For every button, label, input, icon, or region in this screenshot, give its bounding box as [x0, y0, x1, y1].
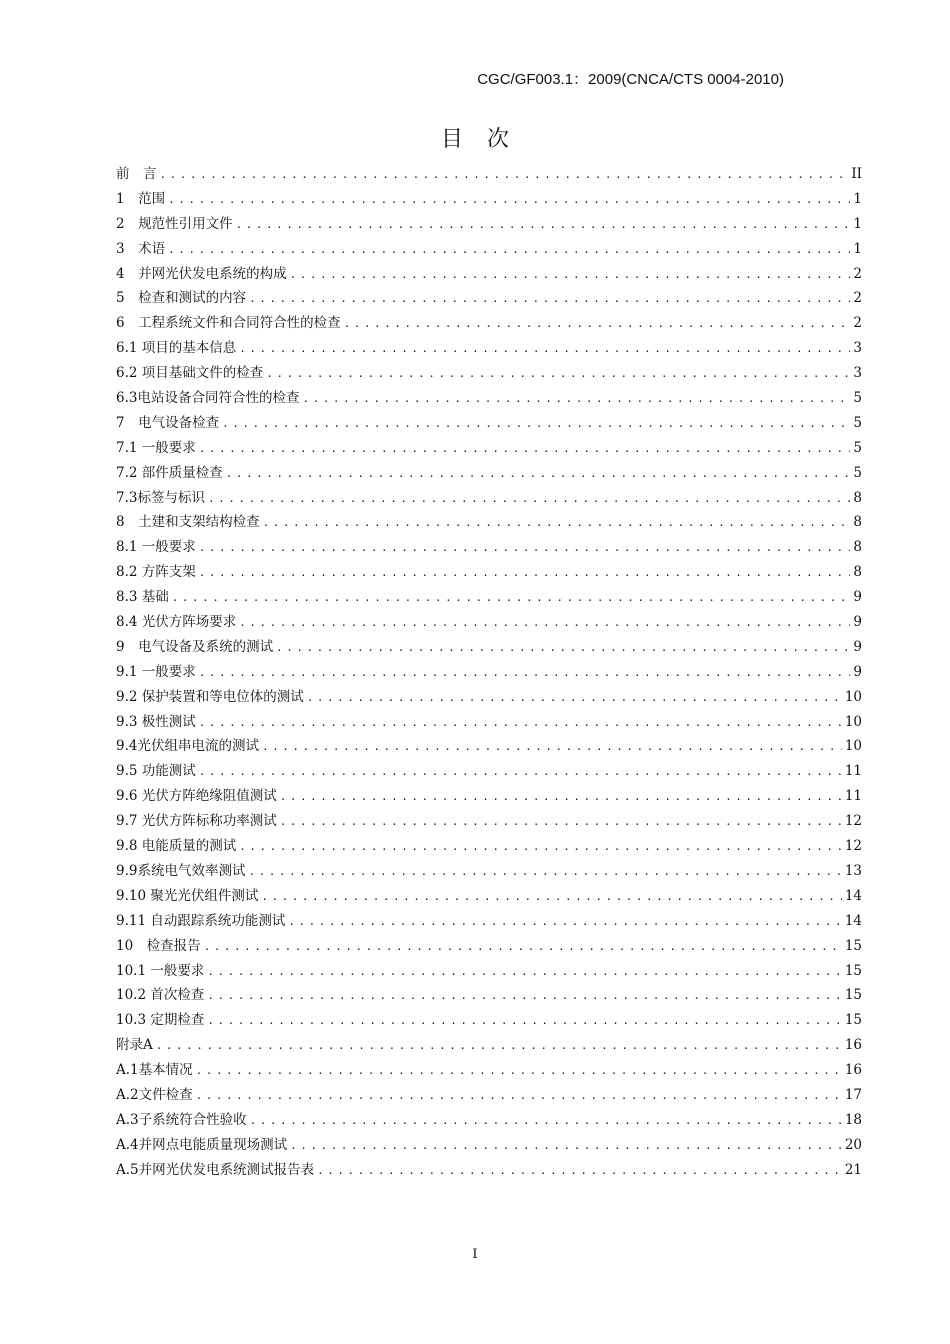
toc-leader-dots — [250, 1109, 842, 1134]
toc-leader-dots — [344, 312, 851, 337]
toc-entry[interactable] — [116, 311, 862, 336]
toc-entry[interactable] — [116, 585, 862, 610]
toc-entry-label: 8.1 一般要求 — [116, 539, 196, 556]
toc-leader-dots — [266, 362, 850, 387]
toc-leader-dots — [204, 935, 842, 960]
toc-entry[interactable] — [116, 660, 862, 685]
toc-title: 目次 — [440, 127, 533, 152]
toc-entry[interactable] — [116, 336, 862, 361]
page-number: I — [472, 1247, 478, 1262]
toc-entry-label: 6.2 项目基础文件的检查 — [116, 365, 264, 382]
toc-entry[interactable] — [116, 237, 862, 262]
toc-entry[interactable] — [116, 809, 862, 834]
toc-entry[interactable] — [116, 1083, 862, 1108]
toc-entry-page: 8 — [853, 514, 862, 531]
toc-entry-label: 9.6 光伏方阵绝缘阻值测试 — [116, 788, 277, 805]
toc-entry[interactable] — [116, 734, 862, 759]
toc-entry[interactable] — [116, 162, 862, 187]
toc-entry-page: 8 — [853, 564, 862, 581]
toc-leader-dots — [290, 263, 851, 288]
toc-entry[interactable] — [116, 610, 862, 635]
toc-entry-page: 12 — [844, 838, 862, 855]
toc-entry-page: 20 — [844, 1136, 862, 1153]
toc-entry-page: 17 — [844, 1086, 862, 1103]
toc-leader-dots — [196, 1084, 842, 1109]
toc-entry-label: 8.2 方阵支架 — [116, 564, 196, 581]
toc-leader-dots — [280, 785, 842, 810]
toc-entry-label: 9.8 电能质量的测试 — [116, 838, 237, 855]
toc-leader-dots — [172, 586, 851, 611]
toc-entry[interactable] — [116, 635, 862, 660]
toc-entry[interactable] — [116, 1158, 862, 1183]
toc-leader-dots — [156, 1034, 842, 1059]
toc-entry-page: 9 — [853, 638, 862, 655]
toc-leader-dots — [290, 1134, 842, 1159]
toc-leader-dots — [199, 561, 851, 586]
toc-leader-dots — [199, 760, 842, 785]
toc-entry-page: 5 — [853, 439, 862, 456]
toc-entry-label: A.2文件检查 — [116, 1086, 193, 1103]
toc-leader-dots — [280, 810, 842, 835]
toc-leader-dots — [239, 337, 850, 362]
toc-leader-dots — [249, 287, 850, 312]
toc-entry[interactable] — [116, 1133, 862, 1158]
toc-entry[interactable] — [116, 685, 862, 710]
toc-entry-page: 2 — [853, 290, 862, 307]
toc-leader-dots — [199, 437, 851, 462]
toc-leader-dots — [239, 835, 842, 860]
toc-entry-page: 5 — [853, 390, 862, 407]
toc-leader-dots — [261, 885, 841, 910]
toc-leader-dots — [207, 960, 841, 985]
toc-entry-label: 10 检查报告 — [116, 937, 201, 954]
toc-entry-label: 2 规范性引用文件 — [116, 215, 233, 232]
toc-entry-page: 1 — [853, 240, 862, 257]
toc-entry[interactable] — [116, 560, 862, 585]
toc-entry-page: 14 — [844, 912, 862, 929]
toc-leader-dots — [168, 238, 850, 263]
toc-entry-page: 3 — [853, 340, 862, 357]
toc-entry[interactable] — [116, 436, 862, 461]
toc-entry[interactable] — [116, 411, 862, 436]
toc-entry[interactable] — [116, 510, 862, 535]
toc-entry[interactable] — [116, 934, 862, 959]
toc-entry-label: 1 范围 — [116, 190, 166, 207]
toc-entry-label: 6.3电站设备合同符合性的检查 — [116, 390, 300, 407]
toc-entry-page: 21 — [844, 1161, 862, 1178]
toc-entry-page: 5 — [853, 414, 862, 431]
toc-leader-dots — [248, 860, 841, 885]
toc-entry-page: 15 — [844, 937, 862, 954]
toc-entry-page: 1 — [853, 190, 862, 207]
toc-entry[interactable] — [116, 759, 862, 784]
toc-leader-dots — [262, 735, 842, 760]
toc-entry-page: 15 — [844, 987, 862, 1004]
toc-leader-dots — [302, 387, 850, 412]
toc-leader-dots — [208, 487, 850, 512]
toc-entry[interactable] — [116, 859, 862, 884]
toc-entry-label: 前 言 — [116, 166, 157, 182]
toc-entry-page: 5 — [853, 464, 862, 481]
toc-entry-page: 1 — [853, 215, 862, 232]
toc-entry-label: 8 土建和支架结构检查 — [116, 514, 260, 531]
toc-entry-label: 5 检查和测试的内容 — [116, 290, 247, 307]
toc-leader-dots — [168, 188, 850, 213]
toc-leader-dots — [160, 163, 849, 188]
toc-entry-page: 10 — [844, 738, 862, 755]
toc-leader-dots — [317, 1159, 842, 1184]
toc-entry-page: II — [851, 166, 862, 182]
toc-leader-dots — [207, 984, 841, 1009]
toc-entry[interactable] — [116, 1108, 862, 1133]
toc-entry[interactable] — [116, 212, 862, 237]
toc-entry-page: 10 — [844, 713, 862, 730]
toc-entry-page: 10 — [844, 688, 862, 705]
toc-leader-dots — [276, 636, 850, 661]
toc-entry-page: 12 — [844, 813, 862, 830]
toc-entry-label: 9.11 自动跟踪系统功能测试 — [116, 912, 286, 929]
toc-entry-label: 3 术语 — [116, 240, 166, 257]
toc-leader-dots — [196, 1059, 842, 1084]
toc-leader-dots — [222, 412, 850, 437]
toc-entry[interactable] — [116, 1008, 862, 1033]
toc-entry[interactable] — [116, 959, 862, 984]
toc-entry[interactable] — [116, 286, 862, 311]
toc-entry-page: 15 — [844, 962, 862, 979]
toc-entry-label: 9.9系统电气效率测试 — [116, 862, 246, 879]
toc-entry-label: 9 电气设备及系统的测试 — [116, 638, 274, 655]
toc-entry[interactable] — [116, 461, 862, 486]
toc-entry-label: A.5并网光伏发电系统测试报告表 — [116, 1161, 315, 1178]
toc-entry-page: 11 — [844, 788, 862, 805]
toc-entry-label: 7.2 部件质量检查 — [116, 464, 223, 481]
toc-entry[interactable] — [116, 486, 862, 511]
toc-entry[interactable] — [116, 1033, 862, 1058]
toc-entry-label: 7.3标签与标识 — [116, 489, 205, 506]
toc-leader-dots — [199, 536, 851, 561]
toc-entry-page: 16 — [844, 1037, 862, 1054]
toc-entry-label: 9.4光伏组串电流的测试 — [116, 738, 259, 755]
toc-entry[interactable] — [116, 262, 862, 287]
toc-entry-page: 9 — [853, 614, 862, 631]
toc-entry-page: 9 — [853, 589, 862, 606]
toc-entry-label: 7 电气设备检查 — [116, 414, 220, 431]
toc-entry[interactable] — [116, 884, 862, 909]
table-of-contents — [116, 162, 862, 1183]
toc-leader-dots — [288, 910, 841, 935]
toc-entry-label: 10.2 首次检查 — [116, 987, 205, 1004]
toc-entry-page: 8 — [853, 489, 862, 506]
toc-entry[interactable] — [116, 909, 862, 934]
toc-leader-dots — [199, 661, 851, 686]
toc-entry-label: 8.4 光伏方阵场要求 — [116, 614, 237, 631]
toc-entry-label: 9.10 聚光光伏组件测试 — [116, 887, 259, 904]
toc-entry-label: A.3子系统符合性验收 — [116, 1111, 247, 1128]
toc-entry-page: 16 — [844, 1062, 862, 1079]
toc-entry-page: 13 — [844, 862, 862, 879]
toc-leader-dots — [307, 686, 842, 711]
toc-entry-label: 8.3 基础 — [116, 589, 169, 606]
toc-leader-dots — [236, 213, 851, 238]
toc-entry-label: 9.3 极性测试 — [116, 713, 196, 730]
toc-entry[interactable] — [116, 361, 862, 386]
toc-entry-label: 10.1 一般要求 — [116, 962, 205, 979]
toc-entry-page: 18 — [844, 1111, 862, 1128]
toc-entry[interactable] — [116, 386, 862, 411]
toc-leader-dots — [239, 611, 850, 636]
toc-entry-label: A.4并网点电能质量现场测试 — [116, 1136, 288, 1153]
document-code: CGC/GF003.1：2009(CNCA/CTS 0004-2010) — [477, 71, 784, 88]
toc-entry-label: 9.1 一般要求 — [116, 663, 196, 680]
toc-leader-dots — [199, 711, 842, 736]
toc-entry-page: 8 — [853, 539, 862, 556]
toc-entry[interactable] — [116, 983, 862, 1008]
toc-leader-dots — [226, 462, 851, 487]
toc-leader-dots — [263, 511, 851, 536]
toc-entry-page: 2 — [853, 265, 862, 282]
toc-leader-dots — [207, 1009, 841, 1034]
toc-entry[interactable] — [116, 710, 862, 735]
toc-entry-page: 3 — [853, 365, 862, 382]
toc-entry-page: 9 — [853, 663, 862, 680]
toc-entry-label: 7.1 一般要求 — [116, 439, 196, 456]
toc-entry[interactable] — [116, 535, 862, 560]
toc-entry-label: 4 并网光伏发电系统的构成 — [116, 265, 287, 282]
toc-entry-label: 9.5 功能测试 — [116, 763, 196, 780]
toc-entry[interactable] — [116, 834, 862, 859]
toc-entry-label: A.1基本情况 — [116, 1062, 193, 1079]
toc-entry[interactable] — [116, 784, 862, 809]
toc-entry-label: 附录A — [116, 1037, 153, 1054]
toc-entry-label: 9.7 光伏方阵标称功率测试 — [116, 813, 277, 830]
toc-entry[interactable] — [116, 1058, 862, 1083]
toc-entry-label: 9.2 保护装置和等电位体的测试 — [116, 688, 304, 705]
toc-entry-page: 11 — [844, 763, 862, 780]
toc-entry-label: 10.3 定期检查 — [116, 1012, 205, 1029]
toc-entry-page: 15 — [844, 1012, 862, 1029]
toc-entry-label: 6 工程系统文件和合同符合性的检查 — [116, 315, 341, 332]
toc-entry-page: 14 — [844, 887, 862, 904]
toc-entry-label: 6.1 项目的基本信息 — [116, 340, 237, 357]
toc-entry[interactable] — [116, 187, 862, 212]
toc-entry-page: 2 — [853, 315, 862, 332]
